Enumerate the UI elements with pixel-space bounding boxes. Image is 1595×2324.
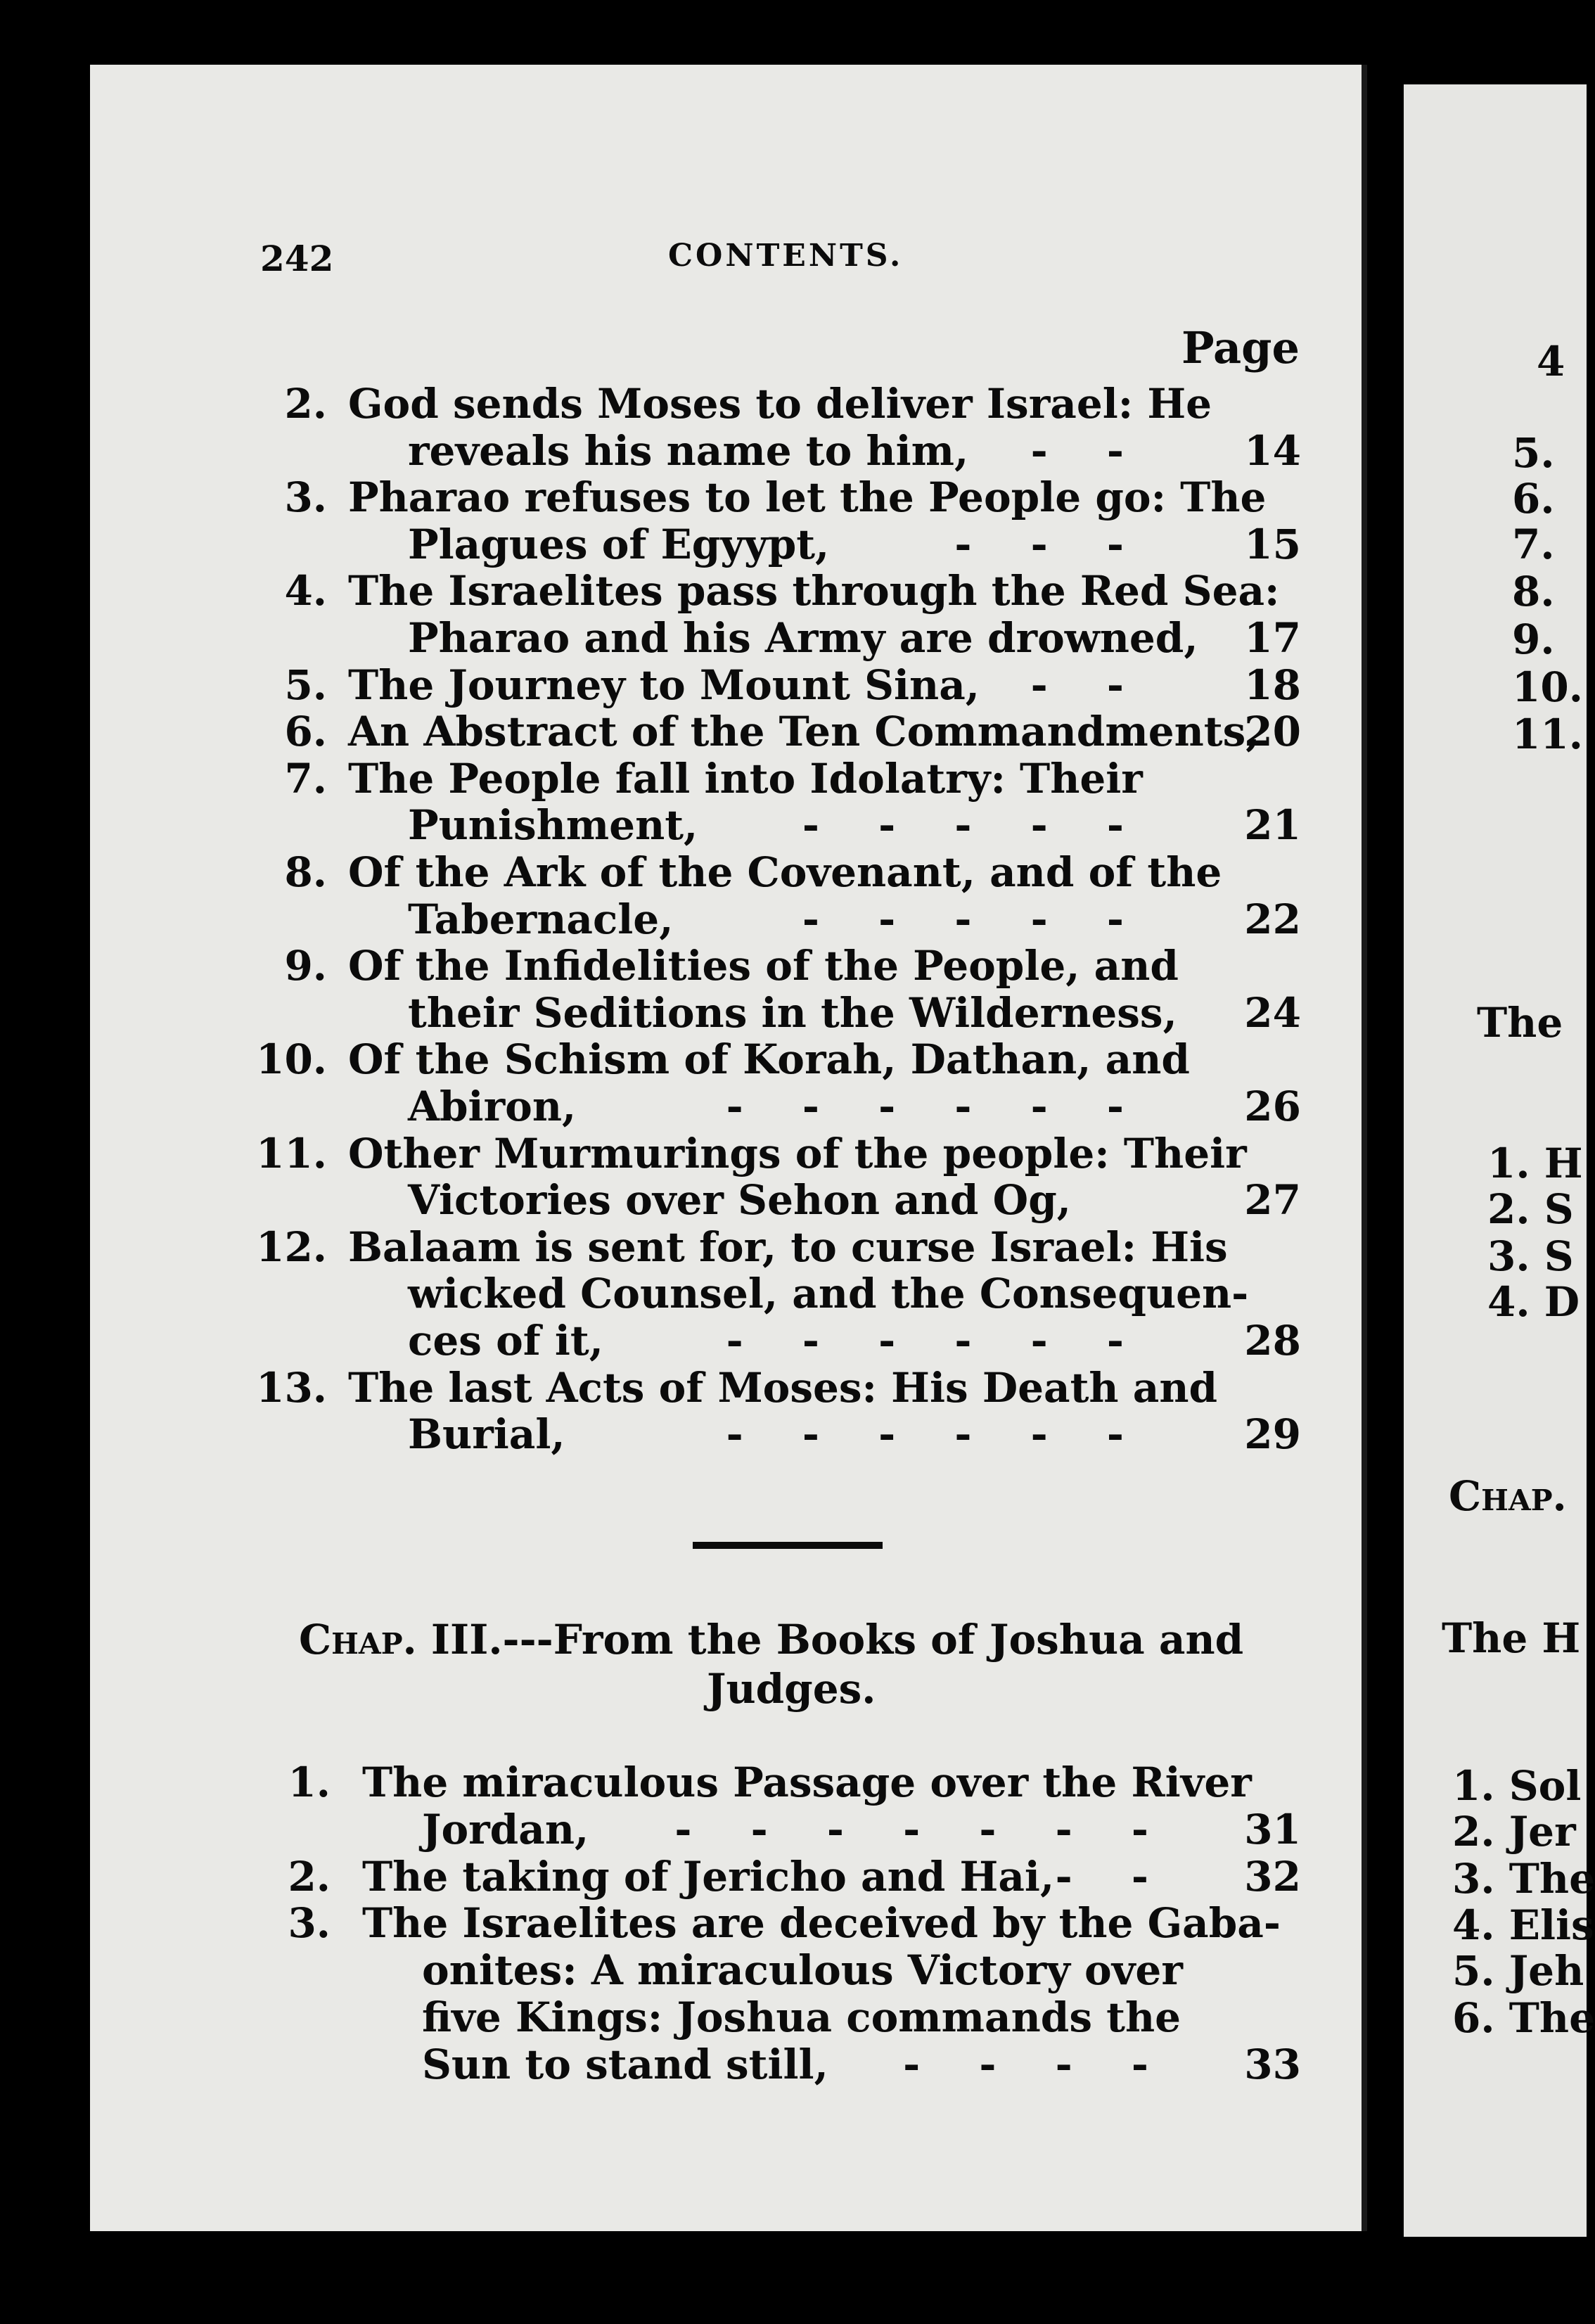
right-entry-number: 8. [1512,568,1555,615]
entry-title-continued: Sun to stand still, [422,2040,828,2088]
entry-number: 3. [284,473,327,522]
leader-dots: - - - - - - [726,1083,1146,1130]
entry-title-continued: Plagues of Egyypt, [408,520,830,568]
entry-title: Other Murmurings of the people: Their [348,1129,1247,1177]
entry-number: 7. [284,754,327,803]
entry-title: An Abstract of the Ten Commandments, [348,708,1260,756]
entry-number: 9. [284,942,327,990]
entry-page: 18 [1244,660,1301,709]
entry-number: 1. [288,1758,331,1806]
right-list-item-2: 2. Jer [1452,1808,1576,1856]
right-list-item-2: 3. The [1452,1855,1595,1903]
entry-number: 10. [256,1035,327,1084]
right-list-item: 3. S [1487,1232,1574,1280]
entry-title: The miraculous Passage over the River [362,1758,1252,1806]
entry-number: 2. [288,1852,331,1901]
entry-title-continued: wicked Counsel, and the Consequen- [408,1270,1249,1318]
leader-dots: - - [1030,426,1146,475]
entry-title-continued: Tabernacle, [408,895,674,943]
running-title: CONTENTS. [668,238,904,274]
entry-page: 20 [1244,708,1301,756]
entry-number: 8. [284,848,327,896]
entry-title: Pharao refuses to let the People go: The [348,473,1267,522]
entry-page: 32 [1244,1852,1301,1901]
entry-page: 17 [1244,614,1301,662]
leader-dots: - - [1030,660,1146,709]
right-heading: The [1477,999,1563,1047]
entry-title: The last Acts of Moses: His Death and [348,1363,1218,1412]
entry-number: 12. [256,1222,327,1271]
entry-title-continued: onites: A miraculous Victory over [422,1946,1183,1995]
entry-title-continued: Victories over Sehon and Og, [408,1176,1071,1225]
entry-page: 27 [1244,1176,1301,1225]
entry-page: 22 [1244,895,1301,943]
leader-dots: - - - [954,520,1146,568]
entry-title: Of the Schism of Korah, Dathan, and [348,1035,1190,1084]
right-heading-2: The H [1442,1614,1581,1662]
right-entry-number: 10. [1512,663,1583,711]
divider-rule [693,1542,883,1549]
page-number: 242 [260,238,334,279]
entry-number: 13. [256,1363,327,1412]
entry-page: 21 [1244,801,1301,850]
right-list-item-2: 6. The [1452,1994,1595,2042]
entry-title: Of the Infidelities of the People, and [348,942,1179,990]
entry-page: 15 [1244,520,1301,568]
entry-title-continued: five Kings: Joshua commands the [422,1993,1181,2041]
chapter-title-line1: ---From the Books of Joshua and [502,1616,1244,1664]
entry-page: 29 [1244,1410,1301,1459]
entry-number: 2. [284,380,327,428]
leader-dots: - - - - - - [726,1410,1146,1459]
entry-title-continued: ces of it, [408,1317,603,1365]
entry-page: 28 [1244,1317,1301,1365]
entry-title: Of the Ark of the Covenant, and of the [348,848,1222,896]
entry-page: 26 [1244,1083,1301,1130]
entry-title-continued: Abiron, [408,1083,577,1130]
entry-page: 31 [1244,1805,1301,1853]
entry-title: The Journey to Mount Sina, [348,660,980,709]
right-entry-number: 6. [1512,475,1555,523]
entry-number: 11. [256,1129,327,1177]
right-chap-label: Chap. [1449,1472,1567,1520]
leader-dots: - - - - - [802,895,1146,943]
entry-title-continued: Punishment, [408,801,698,850]
leader-dots: - - - - - - - [674,1805,1171,1853]
right-list-item: 2. S [1487,1185,1574,1233]
right-list-item-2: 4. Elis [1452,1901,1594,1949]
right-list-item-2: 1. Sol [1452,1762,1582,1810]
entry-title: The Israelites are deceived by the Gaba- [362,1899,1281,1948]
entry-number: 3. [288,1899,331,1948]
leader-dots: - - [1055,1852,1171,1901]
right-entry-number: 7. [1512,521,1555,568]
leader-dots: - - - - - - [726,1317,1146,1365]
entry-number: 5. [284,660,327,709]
entry-number: 4. [284,567,327,615]
entry-title: The People fall into Idolatry: Their [348,754,1143,803]
entry-title: The taking of Jericho and Hai, [362,1852,1055,1901]
right-list-item: 1. H [1487,1139,1583,1187]
page-column-label: Page [1181,322,1300,374]
right-entry-number: 9. [1512,615,1555,663]
chapter-label: Chap. III.---From the Books of Joshua and [299,1616,1244,1664]
entry-page: 33 [1244,2040,1301,2088]
entry-page: 14 [1244,426,1301,475]
entry-title: Balaam is sent for, to curse Israel: His [348,1222,1228,1271]
entry-title-continued: their Seditions in the Wilderness, [408,988,1177,1037]
entry-title: God sends Moses to deliver Israel: He [348,380,1212,428]
right-list-item-2: 5. Jeh [1452,1947,1584,1995]
entry-title-continued: Burial, [408,1410,565,1459]
entry-number: 6. [284,708,327,756]
leader-dots: - - - - [903,2040,1171,2088]
entry-title-continued: reveals his name to him, [408,426,969,475]
entry-title: The Israelites pass through the Red Sea: [348,567,1280,615]
right-entry-number: 5. [1512,429,1555,477]
right-list-item: 4. D [1487,1278,1580,1326]
entry-page: 24 [1244,988,1301,1037]
right-entry-number: 11. [1512,710,1583,758]
entry-title-continued: Pharao and his Army are drowned, [408,614,1198,662]
leader-dots: - - - - - [802,801,1146,850]
chapter-title-line2: Judges. [707,1665,876,1713]
right-entry-number: 4 [1537,338,1565,385]
entry-title-continued: Jordan, [422,1805,589,1853]
